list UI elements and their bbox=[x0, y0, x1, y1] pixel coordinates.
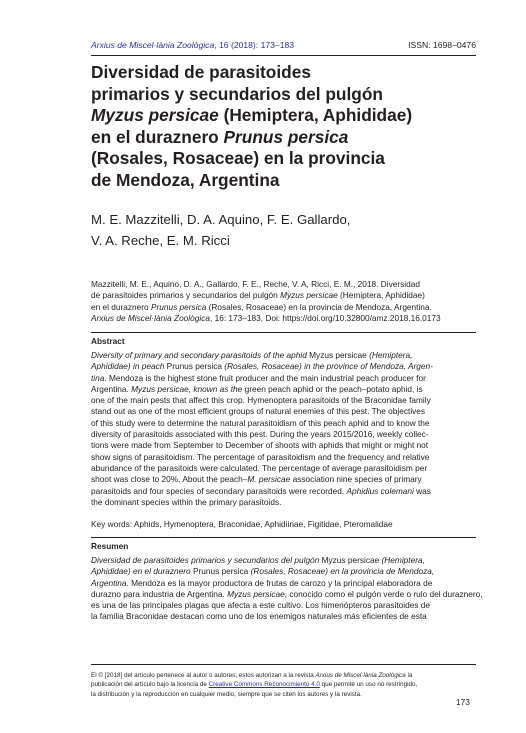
page-number: 173 bbox=[456, 697, 470, 707]
issn: ISSN: 1698–0476 bbox=[408, 40, 476, 50]
author-list bbox=[91, 209, 491, 251]
abstract-line: Aphididae) in peach Prunus persica (Rosales, Rosaceae) in the province of Mendoza, Argen- bbox=[91, 361, 433, 372]
authors-line: M. E. Mazzitelli, D. A. Aquino, F. E. Gallardo, bbox=[91, 212, 351, 227]
abstract-line: parasitoids and four species of secondary parasitoids were recorded. Aphidius colemani was bbox=[91, 485, 431, 496]
title-line: Myzus persicae (Hemiptera, Aphididae) bbox=[91, 105, 413, 126]
abstract-line: the dominant species within the primary parasitoids. bbox=[91, 496, 282, 507]
journal-name-link[interactable]: Arxius de Miscel·lània Zoològica, 16 (2018): 173–183 bbox=[91, 40, 295, 50]
abstract-line: abundance of the parasitoids were calculated. The percentage of average parasitoidism per bbox=[91, 462, 428, 473]
abstract-line: stand out as one of the most efficient groups of natural enemies of this pest. The objectives bbox=[91, 406, 426, 417]
title-line: primarios y secundarios del pulgón bbox=[91, 83, 383, 104]
title-line: Diversidad de parasitoides bbox=[91, 62, 311, 82]
authors-line: V. A. Reche, E. M. Ricci bbox=[91, 233, 230, 248]
resumen-line: es una de las principales plagas que afecta a este cultivo. Los himenópteros parasitoides de bbox=[91, 600, 431, 611]
abstract-line: of this study were to determine the natural parasitoidism of this peach aphid and to know the bbox=[91, 417, 430, 428]
article-title bbox=[91, 62, 491, 192]
title-line: en el duraznero Prunus persica bbox=[91, 126, 349, 147]
abstract-heading: Abstract bbox=[91, 336, 125, 346]
license-footer: El © [2018] del artículo pertenece al autor o autores; estos autorizan a la revista Arxius de Miscel·lània Zoològica la publicación del artículo bajo la licencia de Creative Commons Reconocimiento 4.0 que permite un uso no restringido, la distribución y la reproducción en cualquier medio, siempre que se citen los autores y la revista. bbox=[91, 672, 418, 698]
abstract-line: one of the main pests that affect this crop. Hymenoptera parasitoids of the Braconidae family bbox=[91, 395, 431, 406]
resumen-text bbox=[91, 555, 483, 623]
abstract-line: shoot was close to 20%. About the peach–M. persicae association nine species of primary bbox=[91, 474, 422, 485]
resumen-line: Diversidad de parasitoides primarios y secundarios del pulgón Myzus persicae (Hemiptera, bbox=[91, 555, 425, 565]
abstract-line: Argentina. Myzus persicae, known as the green peach aphid or the peach–potato aphid, is bbox=[91, 383, 423, 394]
title-line: de Mendoza, Argentina bbox=[91, 169, 280, 190]
journal-header bbox=[91, 40, 476, 53]
abstract-rule bbox=[91, 332, 476, 333]
resumen-line: durazno para industria de Argentina. Myzus persicae, conocido como el pulgón verde o rulo del duraznero, bbox=[91, 588, 483, 599]
keywords: Key words: Aphids, Hymenoptera, Braconidae, Aphidiinae, Figitidae, Pteromalidae bbox=[91, 519, 393, 529]
abstract-line: diversity of parasitoids associated with this pest. During the years 2015/2016, weekly collec- bbox=[91, 429, 429, 440]
header-rule bbox=[91, 55, 476, 56]
abstract-text bbox=[91, 350, 476, 508]
resumen-heading: Resumen bbox=[91, 541, 129, 551]
abstract-line: show signs of parasitoidism. The percentage of parasitoidism and the frequency and relative bbox=[91, 451, 430, 462]
abstract-line: tina. Mendoza is the highest stone fruit producer and the main industrial peach producer for bbox=[91, 372, 426, 383]
abstract-line: tions were made from September to December of shoots with aphids that might or might not bbox=[91, 440, 429, 451]
license-link[interactable]: Creative Commons Reconocimiento 4.0 bbox=[208, 681, 320, 689]
resumen-line: Aphididae) en el duraznero Prunus persica (Rosales, Rosaceae) en la provincia de Mendoza, bbox=[91, 566, 435, 577]
journal-volume: , 16 (2018): 173–183 bbox=[214, 40, 295, 50]
resumen-line: Argentina. Mendoza es la mayor productora de frutas de carozo y la principal elaboradora de bbox=[91, 577, 433, 588]
abstract-line: Diversity of primary and secondary parasitoids of the aphid Myzus persicae (Hemiptera, bbox=[91, 350, 413, 360]
footer-rule bbox=[91, 664, 476, 665]
resumen-line: la familia Braconidae destacan como uno de los enemigos naturales más eficientes de esta bbox=[91, 611, 427, 622]
resumen-rule bbox=[91, 537, 476, 538]
title-line: (Rosales, Rosaceae) en la provincia bbox=[91, 148, 385, 169]
citation-block: Mazzitelli, M. E., Aquino, D. A., Gallardo, F. E., Reche, V. A, Ricci, E. M., 2018. Diversidad de parasitoides primarios y secundarios del pulgón Myzus persicae (Hemiptera, Aphididae) en el duraznero Prunus persica (Rosales, Rosaceae) en la provincia de Mendoza, Argentina. Arxius de Miscel·lània Zoològica, 16: 173–183, Doi: https://doi.org/10.32800/amz.2018.16.0173 bbox=[91, 279, 476, 324]
doi-line[interactable]: Arxius de Miscel·lània Zoològica, 16: 173–183, Doi: https://doi.org/10.32800/amz.2018.16.0173 bbox=[91, 312, 441, 323]
